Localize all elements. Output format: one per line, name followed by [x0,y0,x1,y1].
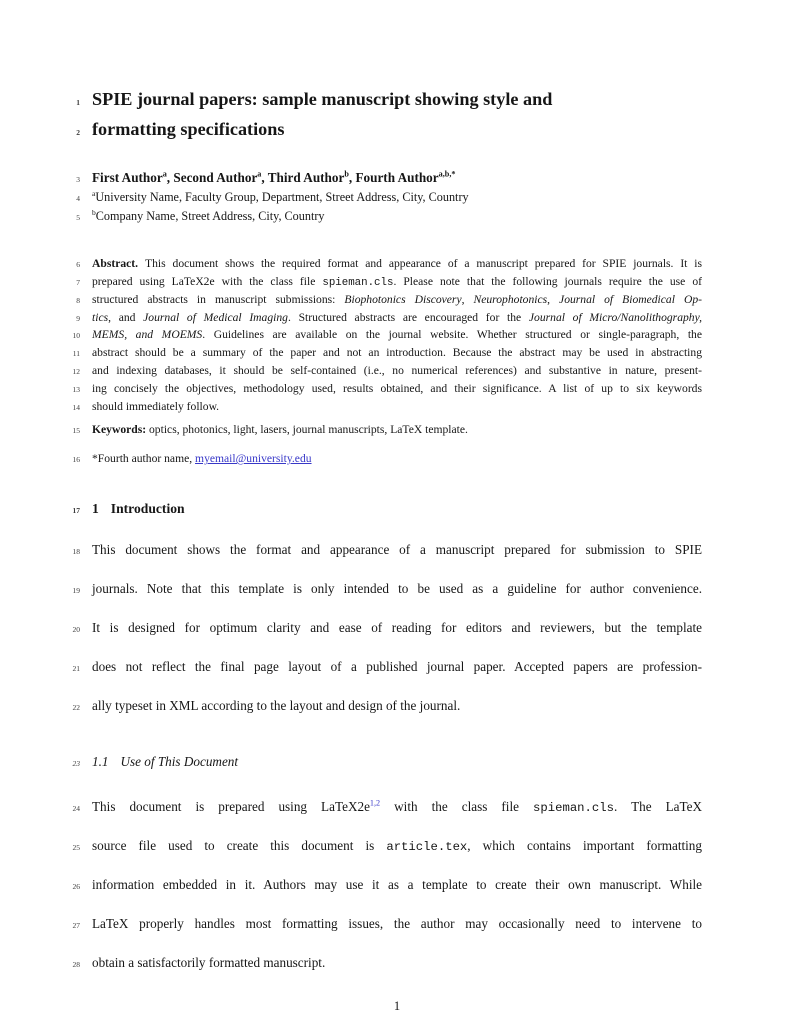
body-text: , which contains important formatting [467,837,702,853]
line-number: 1 [76,98,80,107]
line-number: 12 [72,366,80,376]
abstract-line [0,399,702,417]
abstract-line [0,292,702,310]
author-2: , Second Author [166,170,258,185]
abstract-text-line [92,256,702,273]
line-number: 10 [72,331,80,341]
author-1: First Author [92,170,163,185]
subsection-title: Use of This Document [120,753,239,769]
subsection-heading-line [0,752,702,774]
author-3-affiliation-mark: b [344,169,349,179]
abstract-line [0,310,702,328]
line-number: 27 [72,920,80,930]
abstract-text: and indexing databases, it should be self-contained (i.e., no numerical references) and substantive in nature, present- [92,363,702,377]
body-line [0,944,702,983]
section-heading [92,499,702,519]
abstract-line [0,327,702,345]
abstract-line [0,256,702,274]
body-text: ally typeset in XML according to the layout and design of the journal. [92,697,461,713]
keywords-label: Keywords: [92,423,147,437]
line-number: 15 [72,426,80,436]
author-byline [0,168,702,189]
abstract-line [0,345,702,363]
line-number: 24 [72,803,80,813]
affiliation-a [92,189,702,207]
line-number: 5 [76,212,80,222]
abstract-text-line [92,310,702,327]
line-number: 7 [76,277,80,287]
page-footer [0,997,702,1015]
body-text-line [92,788,702,827]
author-names [92,168,702,187]
line-number: 14 [72,402,80,412]
abstract-text: prepared using LaTeX2e with the class file [92,274,323,288]
author-4: , Fourth Author [348,170,439,185]
author-note-text-line [92,451,702,468]
affiliation-line [0,208,702,227]
class-file-name: spieman.cls [322,276,394,289]
author-3: , Third Author [261,170,345,185]
line-number: 13 [72,384,80,394]
paper-title-line-2: formatting specifications [92,119,285,139]
corresponding-author-note [0,451,702,469]
use-of-document-paragraph [0,788,702,983]
abstract-line [0,274,702,292]
body-text: obtain a satisfactorily formatted manuscript. [92,954,326,970]
body-line [0,648,702,687]
paper-title [0,86,702,146]
journal-name: Journal of Medical Imaging [143,310,288,324]
keywords-text-line [92,422,702,439]
body-line [0,905,702,944]
abstract-text-line [92,292,702,309]
keywords [0,422,702,440]
body-text: with the class file [380,798,534,814]
abstract [0,256,702,416]
line-number: 25 [72,842,80,852]
line-number: 17 [72,505,80,515]
subsection-heading-use-of-this-document [0,752,702,774]
section-heading-line [0,499,702,521]
abstract-text: , and [108,310,144,324]
body-text: does not reflect the final page layout of a published journal paper. Accepted papers are profession- [92,658,702,674]
affiliations [0,189,702,226]
author-line [0,168,702,189]
author-2-affiliation-mark: a [257,169,262,179]
keywords-list: optics, photonics, light, lasers, journal manuscripts, LaTeX template. [146,423,468,437]
title-line [0,86,702,116]
body-text: . The LaTeX [613,798,703,814]
section-number: 1 [92,500,99,516]
journal-name: tics [92,310,109,324]
affiliation-line [0,189,702,208]
affiliation-b-text: Company Name, Street Address, City, Country [95,208,325,223]
body-line [0,827,702,866]
body-text: source file used to create this document is [92,837,387,853]
citation-link[interactable]: 1,2 [369,798,381,808]
affiliation-b [92,208,702,226]
journal-name: Journal of Micro/Nanolithography, [528,310,702,324]
footer-line [0,997,702,1015]
body-text: LaTeX properly handles most formatting issues, the author may occasionally need to intervene to [92,915,702,931]
line-number: 8 [76,295,80,305]
line-number: 23 [72,758,80,768]
section-title: Introduction [110,500,185,516]
body-text: This document shows the format and appearance of a manuscript prepared for submission to SPIE [92,541,702,557]
journal-name: Journal of Biomedical Op- [559,292,702,306]
abstract-text: . Structured abstracts are encouraged for the [287,310,529,324]
abstract-text: , [461,292,474,306]
abstract-text-line [92,327,702,344]
body-text: This document is prepared using LaTeX2e [92,798,370,814]
page-number: 1 [393,998,401,1013]
line-number: 16 [72,455,80,465]
paper-title-line-1: SPIE journal papers: sample manuscript showing style and [92,89,553,109]
abstract-text: structured abstracts in manuscript submissions: [92,292,345,306]
introduction-paragraph [0,531,702,726]
body-text: information embedded in it. Authors may use it as a template to create their own manuscript. While [92,876,702,892]
journal-name: Neurophotonics [473,292,548,306]
line-number: 6 [76,260,80,270]
body-line [0,866,702,905]
author-note-line [0,451,702,469]
abstract-line [0,363,702,381]
abstract-text: . Please note that the following journals require the use of [393,274,702,288]
body-line [0,609,702,648]
abstract-text: , [547,292,560,306]
abstract-text: This document shows the required format and appearance of a manuscript prepared for SPIE journals. It is [145,257,702,271]
body-text: journals. Note that this template is only intended to be used as a guideline for author convenience. [92,580,702,596]
subsection-heading [92,752,702,772]
abstract-label: Abstract. [92,257,139,271]
abstract-text: should immediately follow. [92,399,220,413]
journal-name: Biophotonics Discovery [344,292,462,306]
author-note-text: *Fourth author name, [92,452,196,466]
body-line [0,788,702,827]
body-line [0,570,702,609]
line-number: 28 [72,959,80,969]
affiliation-a-mark: a [92,188,96,198]
title-line [0,116,702,146]
author-1-affiliation-mark: a [162,169,167,179]
line-number: 26 [72,881,80,891]
line-number: 11 [72,349,80,359]
line-number: 4 [76,194,80,203]
body-line [0,687,702,726]
journal-name: MEMS, and MOEMS [92,328,203,342]
line-number: 9 [76,313,80,323]
body-text: It is designed for optimum clarity and ease of reading for editors and reviewers, but the template [92,619,702,635]
source-file-name: article.tex [386,839,468,854]
subsection-number: 1.1 [92,753,109,769]
body-text-line [92,827,702,866]
abstract-line [0,381,702,399]
line-number: 22 [72,702,80,712]
line-number: 20 [72,624,80,634]
abstract-text: ing concisely the objectives, methodology used, results obtained, and their significance. A list of up to six keywords [92,381,702,395]
line-number: 3 [76,175,80,184]
body-line [0,531,702,570]
section-heading-introduction [0,499,702,521]
affiliation-a-text: University Name, Faculty Group, Department, Street Address, City, Country [95,190,469,204]
abstract-text-line [92,274,702,292]
abstract-text: . Guidelines are available on the journal website. Whether structured or single-paragraph, the [202,328,702,342]
line-number: 2 [76,128,80,137]
email-link[interactable]: myemail@university.edu [195,452,312,466]
affiliation-b-mark: b [92,207,96,217]
line-number: 19 [72,585,80,595]
class-file-name: spieman.cls [533,800,614,815]
line-number: 18 [72,546,80,556]
author-4-affiliation-mark: a,b,* [438,169,456,179]
keywords-line [0,422,702,440]
line-number: 21 [72,663,80,673]
abstract-text: abstract should be a summary of the paper and not an introduction. Because the abstract may be used in abstracting [92,346,702,360]
